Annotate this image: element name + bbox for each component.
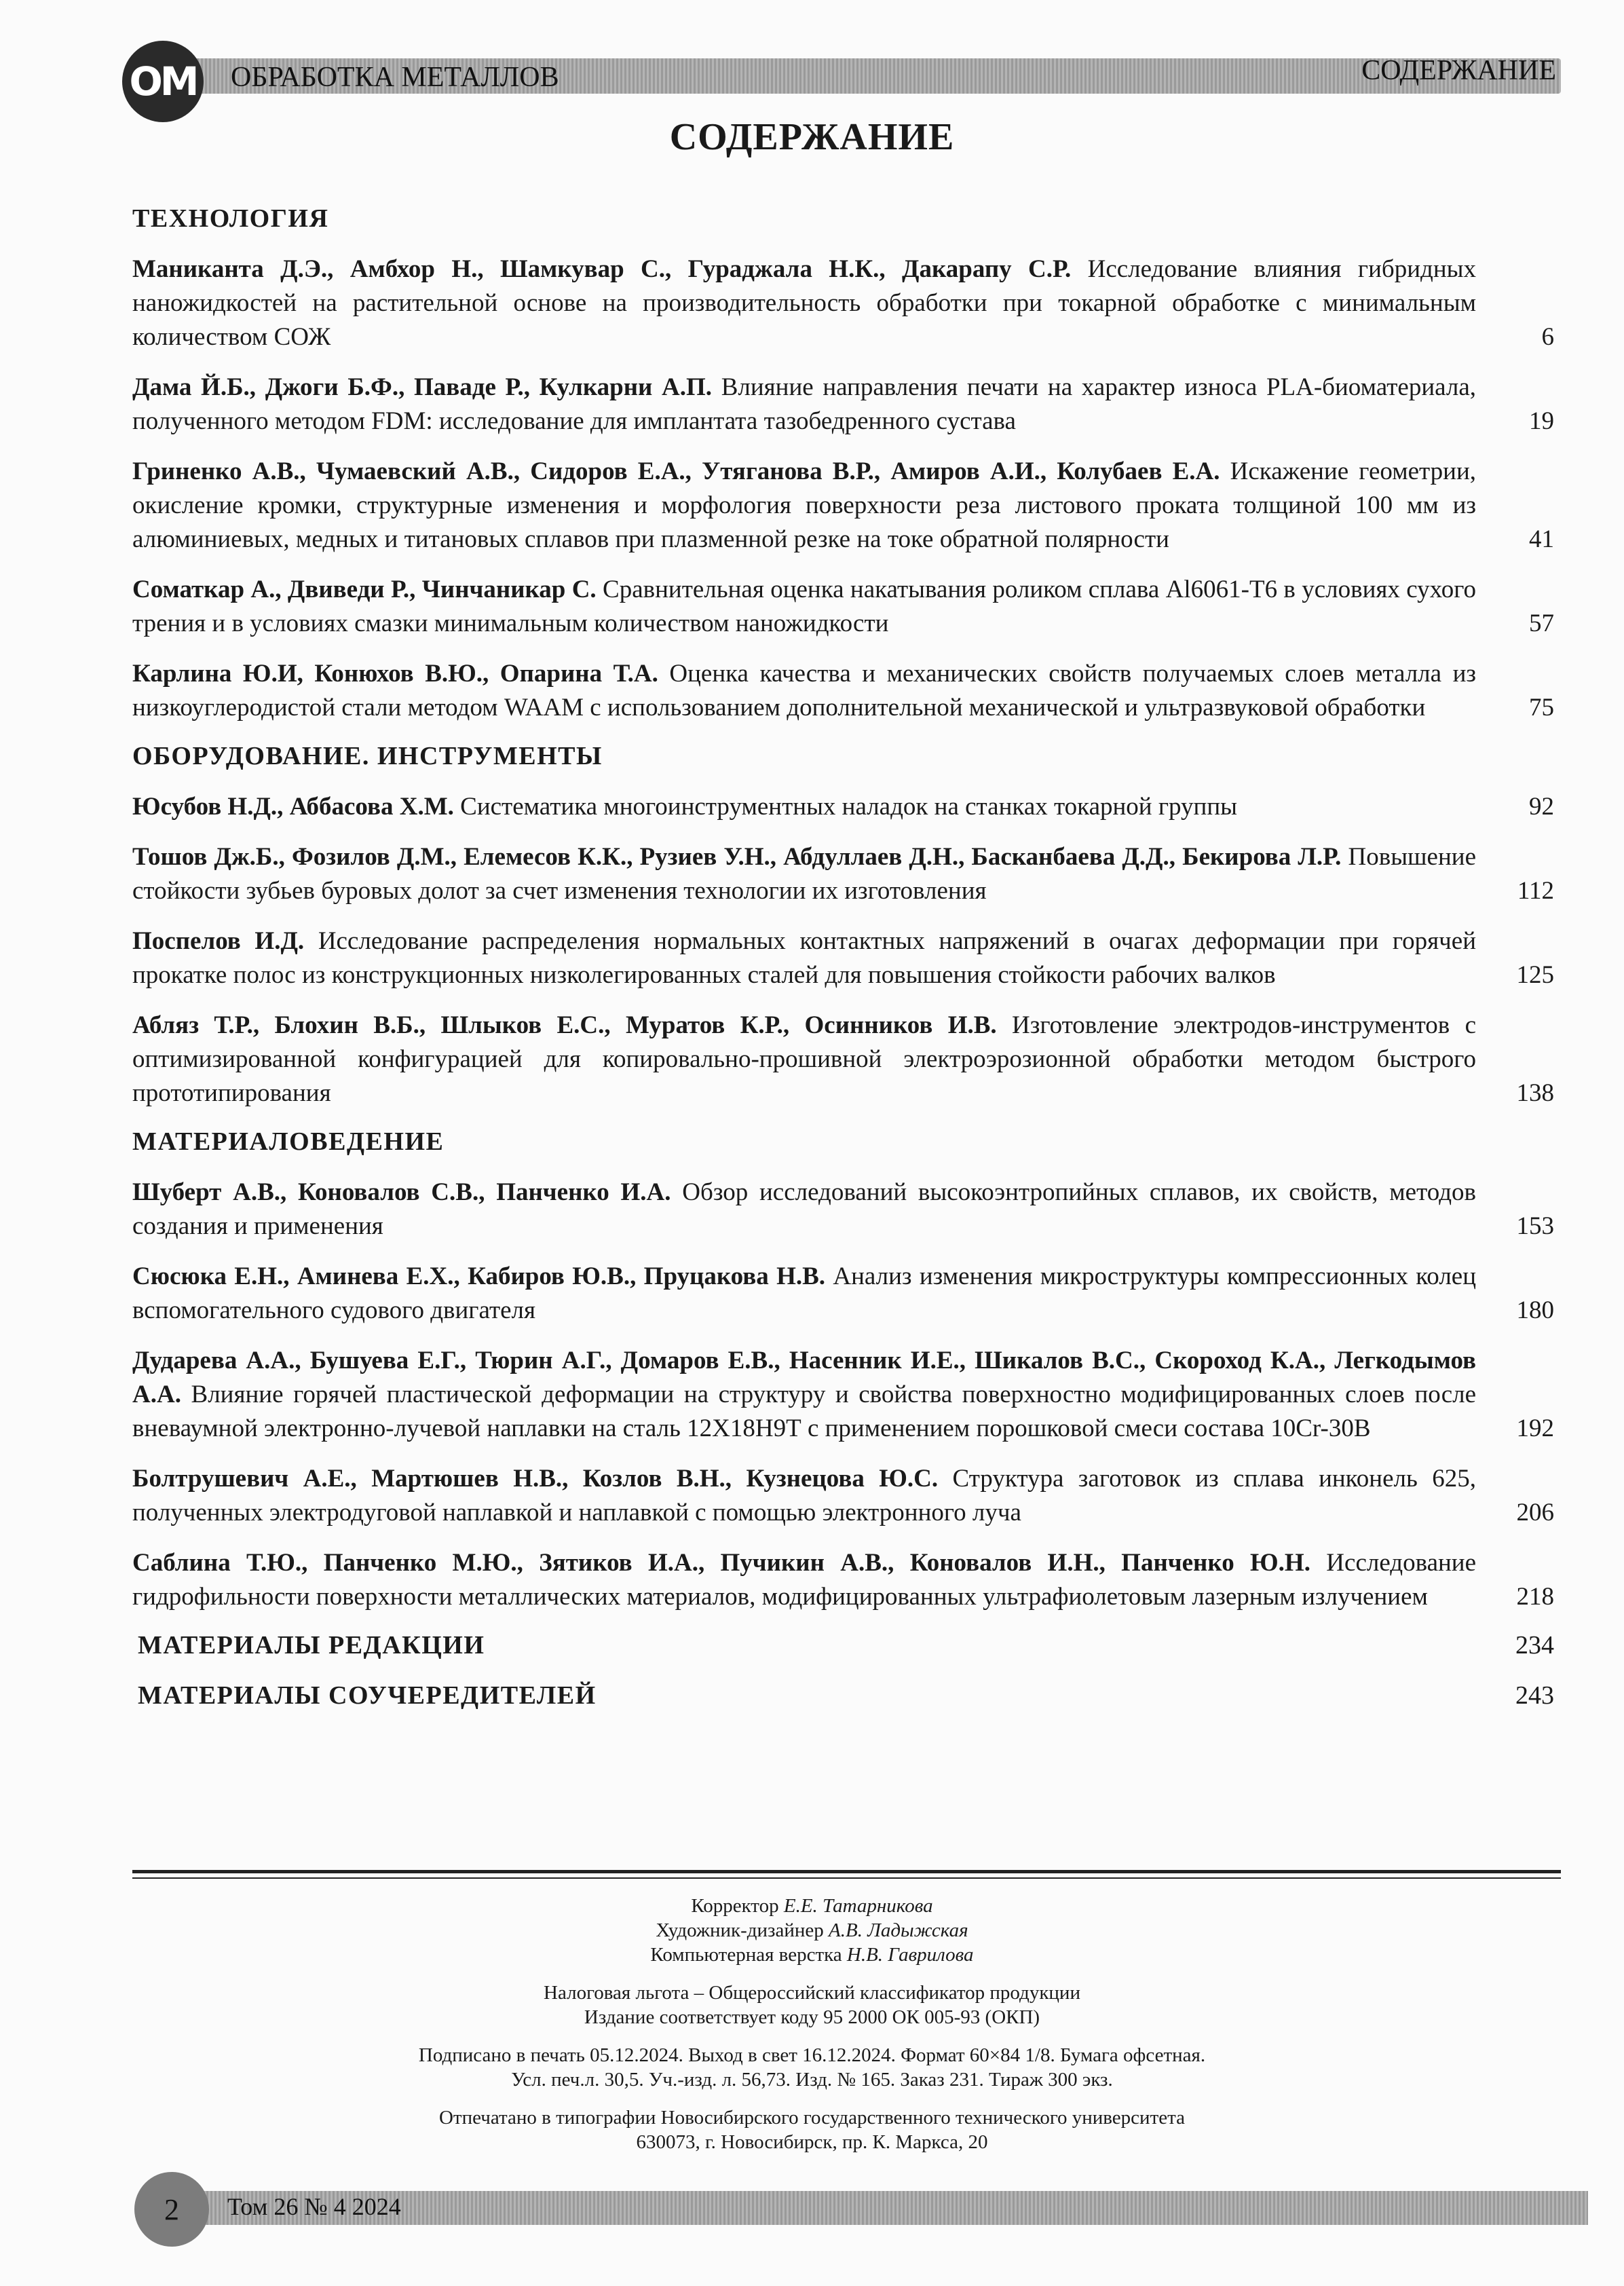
toc-entry-page: 92 — [1529, 793, 1554, 821]
toc-entry-authors: Карлина Ю.И, Конюхов В.Ю., Опарина Т.А. — [132, 660, 658, 688]
toc-entry-title: Исследование гидрофильности поверхности металлических материалов, модифицированных ультрафиолетовым лазерным излучением — [132, 1549, 1477, 1611]
volume-info: Том 26 № 4 2024 — [227, 2193, 401, 2220]
toc-entry[interactable] — [132, 790, 1554, 824]
imprint-layout: Компьютерная верстка Н.В. Гаврилова — [650, 1944, 974, 1966]
table-of-contents — [132, 204, 1554, 1731]
toc-entry[interactable] — [132, 455, 1554, 557]
toc-entry-title: Исследование распределения нормальных контактных напряжений в очагах деформации при горячей прокатке полос из конструкционных низколегированных сталей для повышения стойкости рабочих валков — [132, 927, 1477, 989]
toc-entry-text — [132, 790, 1476, 824]
toc-section-name: МАТЕРИАЛЫ РЕДАКЦИИ — [138, 1631, 485, 1660]
page-number: 2 — [134, 2172, 209, 2247]
journal-name: ОБРАБОТКА МЕТАЛЛОВ — [231, 62, 559, 93]
toc-entry[interactable] — [132, 371, 1554, 438]
toc-entry-text — [132, 657, 1476, 725]
imprint-designer: Художник-дизайнер А.В. Ладыжская — [656, 1919, 968, 1941]
toc-section-link[interactable] — [132, 1630, 1554, 1660]
toc-entry-title: Изготовление электродов-инструментов с оптимизированной конфигурацией для копировально-прошивной электроэрозионной обработки методом быстрого прототипирования — [132, 1011, 1476, 1107]
imprint-print-volume: Усл. печ.л. 30,5. Уч.-изд. л. 56,73. Изд. № 165. Заказ 231. Тираж 300 экз. — [511, 2069, 1113, 2091]
toc-entry-title: Повышение стойкости зубьев буровых долот за счет изменения технологии их изготовления — [132, 843, 1476, 905]
toc-entry-title: Систематика многоинструментных наладок на станках токарной группы — [460, 793, 1238, 821]
toc-entry-text — [132, 252, 1476, 354]
toc-entry-page: 6 — [1541, 323, 1554, 351]
toc-entry-title: Оценка качества и механических свойств получаемых слоев металла из низкоуглеродистой стали методом WAAM с использованием дополнительной механической и ультразвуковой обработки — [132, 660, 1477, 722]
toc-entry-page: 125 — [1516, 961, 1554, 989]
imprint-printer: Отпечатано в типографии Новосибирского государственного технического университета — [438, 2107, 1186, 2129]
toc-entry-page: 153 — [1516, 1212, 1554, 1240]
toc-entry-page: 192 — [1516, 1414, 1554, 1442]
imprint-print-date: Подписано в печать 05.12.2024. Выход в свет 16.12.2024. Формат 60×84 1/8. Бумага офсетная. — [418, 2044, 1206, 2066]
imprint-address: 630073, г. Новосибирск, пр. К. Маркса, 20 — [636, 2131, 988, 2153]
toc-entry-text — [132, 1344, 1476, 1446]
toc-entry-authors: Гриненко А.В., Чумаевский А.В., Сидоров Е.А., Утяганова В.Р., Амиров А.И., Колубаев Е.А. — [132, 457, 1220, 485]
page-title: СОДЕРЖАНИЕ — [669, 116, 955, 158]
toc-entry-page: 218 — [1516, 1583, 1554, 1611]
toc-entry-authors: Дударева А.А., Бушуева Е.Г., Тюрин А.Г., Домаров Е.В., Насенник И.Е., Шикалов В.С., Скороход К.А., Легкодымов А.А. — [132, 1347, 1476, 1408]
divider-thin — [132, 1877, 1561, 1879]
imprint — [0, 1894, 1624, 2154]
toc-section-link[interactable] — [132, 1681, 1554, 1710]
toc-entry[interactable] — [132, 1546, 1554, 1614]
running-section-title: СОДЕРЖАНИЕ — [1361, 55, 1556, 86]
toc-entry-authors: Дама Й.Б., Джоги Б.Ф., Паваде Р., Кулкарни А.П. — [132, 373, 713, 401]
toc-entry-text — [132, 1260, 1476, 1328]
section-heading: ОБОРУДОВАНИЕ. ИНСТРУМЕНТЫ — [132, 742, 603, 770]
section-heading: ТЕХНОЛОГИЯ — [132, 204, 329, 233]
toc-entry-text — [132, 371, 1476, 438]
toc-entry[interactable] — [132, 1344, 1554, 1446]
toc-entry-authors: Сюсюка Е.Н., Аминева Е.Х., Кабиров Ю.В., Пруцакова Н.В. — [132, 1262, 826, 1290]
toc-entry[interactable] — [132, 1462, 1554, 1530]
journal-logo: ОМ — [122, 41, 204, 122]
toc-section-page: 234 — [1515, 1631, 1554, 1660]
toc-entry[interactable] — [132, 1176, 1554, 1243]
toc-entry[interactable] — [132, 840, 1554, 908]
toc-entry-text — [132, 1009, 1476, 1110]
imprint-tax-line: Налоговая льгота – Общероссийский классификатор продукции — [544, 1982, 1080, 2004]
toc-entry-title: Влияние направления печати на характер износа PLA-биоматериала, полученного методом FDM: исследование для имплантата тазобедренного сустава — [132, 373, 1477, 435]
toc-entry-title: Влияние горячей пластической деформации на структуру и свойства поверхностно модифицированных слоев после вневаумной электронно-лучевой наплавки на сталь 12Х18Н9Т с применением порошковой смеси состава 10Cr-30B — [132, 1381, 1476, 1442]
toc-entry-authors: Соматкар А., Двиведи Р., Чинчаникар С. — [132, 576, 597, 603]
divider-thick — [132, 1870, 1561, 1873]
toc-entry[interactable] — [132, 252, 1554, 354]
toc-entry-page: 138 — [1516, 1079, 1554, 1107]
toc-entry-text — [132, 573, 1476, 641]
toc-entry-authors: Поспелов И.Д. — [132, 927, 305, 955]
toc-entry[interactable] — [132, 573, 1554, 641]
toc-entry-authors: Болтрушевич А.Е., Мартюшев Н.В., Козлов В.Н., Кузнецова Ю.С. — [132, 1465, 939, 1493]
toc-entry-text — [132, 1462, 1476, 1530]
toc-entry-title: Исследование влияния гибридных наножидкостей на растительной основе на производительность обработки при токарной обработке с минимальным количеством СОЖ — [132, 255, 1477, 351]
toc-entry-page: 112 — [1517, 877, 1554, 905]
toc-entry[interactable] — [132, 1009, 1554, 1110]
toc-entry[interactable] — [132, 657, 1554, 725]
toc-entry-page: 75 — [1529, 694, 1554, 722]
imprint-tax-code: Издание соответствует коду 95 2000 ОК 005-93 (ОКП) — [584, 2006, 1040, 2028]
toc-entry-authors: Абляз Т.Р., Блохин В.Б., Шлыков Е.С., Муратов К.Р., Осинников И.В. — [132, 1011, 997, 1039]
toc-entry-text — [132, 455, 1476, 557]
toc-entry-title: Структура заготовок из сплава инконель 625, полученных электродуговой наплавкой и наплавкой с помощью электронного луча — [132, 1465, 1476, 1526]
toc-entry-authors: Тошов Дж.Б., Фозилов Д.М., Елемесов К.К., Рузиев У.Н., Абдуллаев Д.Н., Басканбаева Д.Д., Бекирова Л.Р. — [132, 843, 1342, 871]
toc-entry-authors: Шуберт А.В., Коновалов С.В., Панченко И.А. — [132, 1178, 671, 1206]
toc-entry[interactable] — [132, 1260, 1554, 1328]
toc-entry-page: 180 — [1516, 1296, 1554, 1324]
toc-entry-authors: Саблина Т.Ю., Панченко М.Ю., Зятиков И.А., Пучикин А.В., Коновалов И.Н., Панченко Ю.Н. — [132, 1549, 1310, 1577]
toc-entry-title: Анализ изменения микроструктуры компрессионных колец вспомогательного судового двигателя — [132, 1262, 1477, 1324]
toc-entry-page: 19 — [1529, 407, 1554, 435]
toc-entry-title: Сравнительная оценка накатывания роликом сплава Al6061-T6 в условиях сухого трения и в условиях смазки минимальным количеством наножидкости — [132, 576, 1477, 637]
toc-entry-title: Обзор исследований высокоэнтропийных сплавов, их свойств, методов создания и применения — [132, 1178, 1477, 1240]
section-heading: МАТЕРИАЛОВЕДЕНИЕ — [132, 1127, 445, 1156]
toc-entry[interactable] — [132, 924, 1554, 992]
toc-entry-text — [132, 924, 1476, 992]
toc-section-name: МАТЕРИАЛЫ СОУЧЕРЕДИТЕЛЕЙ — [138, 1681, 597, 1710]
toc-entry-page: 41 — [1529, 525, 1554, 553]
toc-entry-text — [132, 840, 1476, 908]
toc-entry-text — [132, 1176, 1476, 1243]
toc-entry-authors: Юсубов Н.Д., Аббасова Х.М. — [132, 793, 454, 821]
toc-entry-page: 57 — [1529, 610, 1554, 637]
toc-entry-text — [132, 1546, 1476, 1614]
toc-entry-page: 206 — [1516, 1499, 1554, 1526]
imprint-corrector: Корректор Е.Е. Татарникова — [691, 1895, 933, 1917]
toc-entry-authors: Маниканта Д.Э., Амбхор Н., Шамкувар С., Гураджала Н.К., Дакарапу С.Р. — [132, 255, 1072, 283]
toc-entry-title: Искажение геометрии, окисление кромки, структурные изменения и морфология поверхности реза листового проката толщиной 100 мм из алюминиевых, медных и титановых сплавов при плазменной резке на токе обратной полярности — [132, 457, 1477, 553]
toc-section-page: 243 — [1515, 1681, 1554, 1710]
